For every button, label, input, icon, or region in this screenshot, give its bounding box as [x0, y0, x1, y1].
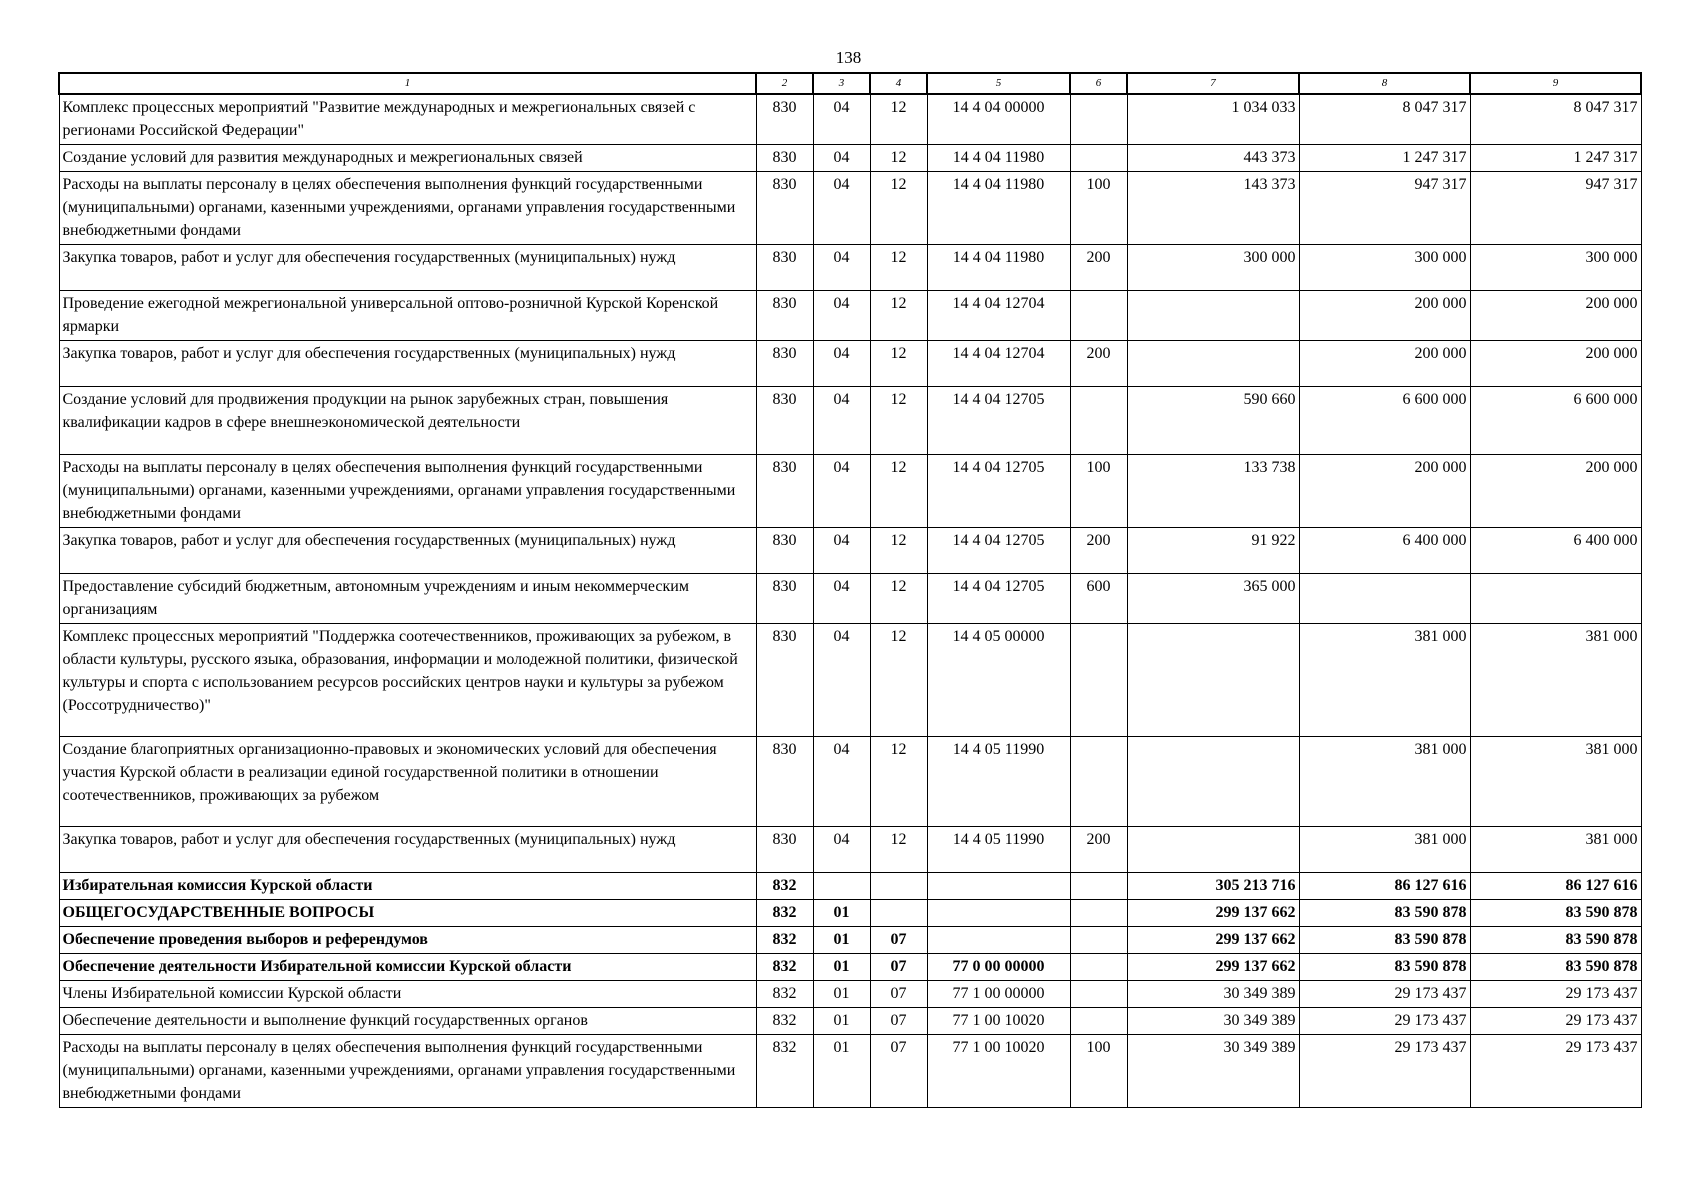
cell-section: 04	[813, 455, 870, 528]
table-row	[59, 94, 1641, 145]
cell-admin-code: 830	[756, 528, 813, 574]
cell-amount-1: 30 349 389	[1127, 1035, 1299, 1108]
column-number: 6	[1070, 73, 1127, 94]
cell-subsection: 07	[870, 1035, 927, 1108]
page-number: 138	[835, 48, 862, 67]
cell-name: Обеспечение деятельности Избирательной комиссии Курской области	[59, 954, 756, 981]
cell-admin-code: 830	[756, 574, 813, 624]
cell-section: 04	[813, 574, 870, 624]
cell-amount-2	[1299, 574, 1470, 624]
table-row	[59, 900, 1641, 927]
table-row	[59, 387, 1641, 455]
cell-subsection: 07	[870, 954, 927, 981]
cell-amount-3: 6 600 000	[1470, 387, 1641, 455]
table-row	[59, 981, 1641, 1008]
cell-amount-1	[1127, 827, 1299, 873]
cell-amount-1	[1127, 291, 1299, 341]
cell-admin-code: 830	[756, 827, 813, 873]
cell-admin-code: 830	[756, 145, 813, 172]
table-row	[59, 873, 1641, 900]
cell-section: 01	[813, 954, 870, 981]
cell-admin-code: 830	[756, 737, 813, 827]
table-row	[59, 341, 1641, 387]
cell-expense-type	[1070, 291, 1127, 341]
cell-expense-type	[1070, 145, 1127, 172]
cell-amount-2: 8 047 317	[1299, 94, 1470, 145]
cell-amount-2: 381 000	[1299, 624, 1470, 737]
cell-subsection: 12	[870, 145, 927, 172]
cell-expense-type	[1070, 94, 1127, 145]
cell-amount-2: 6 400 000	[1299, 528, 1470, 574]
cell-expense-type: 100	[1070, 455, 1127, 528]
cell-admin-code: 832	[756, 1008, 813, 1035]
cell-name: ОБЩЕГОСУДАРСТВЕННЫЕ ВОПРОСЫ	[59, 900, 756, 927]
cell-section: 01	[813, 1008, 870, 1035]
cell-admin-code: 830	[756, 341, 813, 387]
cell-admin-code: 832	[756, 900, 813, 927]
cell-expense-type: 200	[1070, 827, 1127, 873]
cell-subsection	[870, 900, 927, 927]
cell-section: 04	[813, 624, 870, 737]
table-row	[59, 954, 1641, 981]
cell-name: Расходы на выплаты персоналу в целях обеспечения выполнения функций государственными (муниципальными) органами, казенными учреждениями, органами управления государственными внебюджетными фондами	[59, 172, 756, 245]
table-row	[59, 624, 1641, 737]
table-row	[59, 827, 1641, 873]
table-row	[59, 245, 1641, 291]
cell-name: Члены Избирательной комиссии Курской области	[59, 981, 756, 1008]
cell-admin-code: 832	[756, 1035, 813, 1108]
cell-expense-type	[1070, 900, 1127, 927]
cell-expense-type: 100	[1070, 172, 1127, 245]
cell-target-article	[927, 900, 1070, 927]
cell-admin-code: 830	[756, 387, 813, 455]
cell-subsection	[870, 873, 927, 900]
cell-amount-1: 30 349 389	[1127, 981, 1299, 1008]
cell-expense-type: 200	[1070, 341, 1127, 387]
table-row	[59, 172, 1641, 245]
cell-admin-code: 832	[756, 873, 813, 900]
cell-target-article: 14 4 04 11980	[927, 145, 1070, 172]
cell-expense-type: 100	[1070, 1035, 1127, 1108]
cell-target-article	[927, 873, 1070, 900]
cell-subsection: 12	[870, 455, 927, 528]
cell-amount-3: 200 000	[1470, 341, 1641, 387]
cell-amount-3: 381 000	[1470, 624, 1641, 737]
cell-target-article: 14 4 04 11980	[927, 245, 1070, 291]
cell-amount-3: 381 000	[1470, 737, 1641, 827]
cell-amount-2: 1 247 317	[1299, 145, 1470, 172]
cell-amount-3: 83 590 878	[1470, 927, 1641, 954]
cell-name: Закупка товаров, работ и услуг для обеспечения государственных (муниципальных) нужд	[59, 245, 756, 291]
cell-admin-code: 832	[756, 927, 813, 954]
cell-section: 04	[813, 172, 870, 245]
cell-name: Закупка товаров, работ и услуг для обеспечения государственных (муниципальных) нужд	[59, 827, 756, 873]
cell-subsection: 12	[870, 387, 927, 455]
cell-amount-1	[1127, 737, 1299, 827]
cell-amount-3: 86 127 616	[1470, 873, 1641, 900]
budget-table	[58, 72, 1642, 1108]
cell-name: Обеспечение деятельности и выполнение функций государственных органов	[59, 1008, 756, 1035]
cell-target-article: 77 1 00 00000	[927, 981, 1070, 1008]
cell-amount-2: 200 000	[1299, 291, 1470, 341]
cell-admin-code: 830	[756, 455, 813, 528]
cell-amount-1: 30 349 389	[1127, 1008, 1299, 1035]
cell-expense-type: 600	[1070, 574, 1127, 624]
cell-amount-1: 305 213 716	[1127, 873, 1299, 900]
cell-amount-1: 299 137 662	[1127, 900, 1299, 927]
cell-section: 04	[813, 245, 870, 291]
cell-name: Обеспечение проведения выборов и референдумов	[59, 927, 756, 954]
cell-admin-code: 830	[756, 624, 813, 737]
cell-name: Создание условий для продвижения продукции на рынок зарубежных стран, повышения квалификации кадров в сфере внешнеэкономической деятельности	[59, 387, 756, 455]
cell-subsection: 12	[870, 172, 927, 245]
column-number: 8	[1299, 73, 1470, 94]
cell-amount-3: 300 000	[1470, 245, 1641, 291]
cell-target-article: 14 4 04 11980	[927, 172, 1070, 245]
cell-amount-2: 200 000	[1299, 341, 1470, 387]
cell-subsection: 12	[870, 245, 927, 291]
table-row	[59, 737, 1641, 827]
cell-amount-1: 365 000	[1127, 574, 1299, 624]
cell-admin-code: 830	[756, 245, 813, 291]
cell-amount-3: 29 173 437	[1470, 1008, 1641, 1035]
cell-subsection: 07	[870, 1008, 927, 1035]
column-number: 9	[1470, 73, 1641, 94]
cell-section: 04	[813, 341, 870, 387]
cell-subsection: 12	[870, 827, 927, 873]
table-row	[59, 1008, 1641, 1035]
cell-subsection: 12	[870, 624, 927, 737]
cell-expense-type	[1070, 1008, 1127, 1035]
cell-target-article: 14 4 04 12704	[927, 291, 1070, 341]
cell-expense-type	[1070, 873, 1127, 900]
table-row	[59, 455, 1641, 528]
cell-section	[813, 873, 870, 900]
cell-amount-1	[1127, 341, 1299, 387]
cell-amount-2: 83 590 878	[1299, 927, 1470, 954]
cell-expense-type	[1070, 737, 1127, 827]
cell-name: Закупка товаров, работ и услуг для обеспечения государственных (муниципальных) нужд	[59, 528, 756, 574]
cell-target-article: 14 4 05 00000	[927, 624, 1070, 737]
cell-target-article	[927, 927, 1070, 954]
cell-name: Создание благоприятных организационно-правовых и экономических условий для обеспечения участия Курской области в реализации единой государственной политики в отношении соотечественников, проживающих за рубежом	[59, 737, 756, 827]
cell-amount-1: 299 137 662	[1127, 927, 1299, 954]
cell-amount-3	[1470, 574, 1641, 624]
cell-target-article: 14 4 04 00000	[927, 94, 1070, 145]
cell-amount-3: 200 000	[1470, 291, 1641, 341]
cell-subsection: 12	[870, 341, 927, 387]
cell-amount-1: 91 922	[1127, 528, 1299, 574]
cell-subsection: 12	[870, 291, 927, 341]
cell-amount-2: 83 590 878	[1299, 900, 1470, 927]
cell-amount-3: 29 173 437	[1470, 981, 1641, 1008]
cell-amount-2: 83 590 878	[1299, 954, 1470, 981]
cell-subsection: 12	[870, 574, 927, 624]
cell-expense-type: 200	[1070, 528, 1127, 574]
cell-section: 04	[813, 827, 870, 873]
cell-amount-1: 300 000	[1127, 245, 1299, 291]
column-number: 5	[927, 73, 1070, 94]
cell-name: Комплекс процессных мероприятий "Поддержка соотечественников, проживающих за рубежом, в области культуры, русского языка, образования, информации и молодежной политики, физической культуры и спорта с использованием ресурсов российских центров науки и культуры за рубежом (Россотрудничество)"	[59, 624, 756, 737]
cell-target-article: 14 4 05 11990	[927, 827, 1070, 873]
cell-amount-3: 200 000	[1470, 455, 1641, 528]
cell-amount-3: 83 590 878	[1470, 954, 1641, 981]
cell-amount-3: 1 247 317	[1470, 145, 1641, 172]
cell-admin-code: 830	[756, 291, 813, 341]
cell-section: 01	[813, 927, 870, 954]
cell-amount-1: 133 738	[1127, 455, 1299, 528]
cell-subsection: 12	[870, 94, 927, 145]
cell-amount-3: 83 590 878	[1470, 900, 1641, 927]
cell-expense-type	[1070, 954, 1127, 981]
table-row	[59, 574, 1641, 624]
cell-amount-1: 143 373	[1127, 172, 1299, 245]
cell-expense-type: 200	[1070, 245, 1127, 291]
cell-amount-1: 443 373	[1127, 145, 1299, 172]
table-body	[59, 94, 1641, 1108]
table-row	[59, 145, 1641, 172]
cell-amount-1: 299 137 662	[1127, 954, 1299, 981]
cell-section: 04	[813, 94, 870, 145]
cell-amount-2: 6 600 000	[1299, 387, 1470, 455]
cell-amount-2: 29 173 437	[1299, 1035, 1470, 1108]
cell-amount-1: 590 660	[1127, 387, 1299, 455]
cell-amount-1	[1127, 624, 1299, 737]
cell-name: Проведение ежегодной межрегиональной универсальной оптово-розничной Курской Коренской ярмарки	[59, 291, 756, 341]
cell-subsection: 12	[870, 528, 927, 574]
cell-target-article: 14 4 04 12705	[927, 387, 1070, 455]
cell-admin-code: 830	[756, 94, 813, 145]
cell-admin-code: 832	[756, 981, 813, 1008]
cell-name: Избирательная комиссия Курской области	[59, 873, 756, 900]
cell-target-article: 14 4 04 12704	[927, 341, 1070, 387]
cell-target-article: 77 1 00 10020	[927, 1035, 1070, 1108]
cell-amount-3: 381 000	[1470, 827, 1641, 873]
cell-name: Создание условий для развития международных и межрегиональных связей	[59, 145, 756, 172]
table-row	[59, 291, 1641, 341]
table-row	[59, 528, 1641, 574]
cell-subsection: 07	[870, 981, 927, 1008]
cell-admin-code: 832	[756, 954, 813, 981]
cell-amount-2: 29 173 437	[1299, 981, 1470, 1008]
cell-section: 01	[813, 900, 870, 927]
cell-amount-2: 381 000	[1299, 737, 1470, 827]
cell-amount-3: 8 047 317	[1470, 94, 1641, 145]
cell-expense-type	[1070, 927, 1127, 954]
cell-target-article: 14 4 04 12705	[927, 455, 1070, 528]
cell-amount-2: 947 317	[1299, 172, 1470, 245]
cell-section: 04	[813, 387, 870, 455]
table-row	[59, 1035, 1641, 1108]
cell-target-article: 14 4 05 11990	[927, 737, 1070, 827]
cell-target-article: 14 4 04 12705	[927, 528, 1070, 574]
cell-subsection: 12	[870, 737, 927, 827]
cell-name: Закупка товаров, работ и услуг для обеспечения государственных (муниципальных) нужд	[59, 341, 756, 387]
cell-amount-2: 381 000	[1299, 827, 1470, 873]
cell-admin-code: 830	[756, 172, 813, 245]
cell-amount-2: 86 127 616	[1299, 873, 1470, 900]
cell-section: 01	[813, 1035, 870, 1108]
column-number: 7	[1127, 73, 1299, 94]
cell-amount-2: 200 000	[1299, 455, 1470, 528]
cell-target-article: 77 1 00 10020	[927, 1008, 1070, 1035]
cell-section: 01	[813, 981, 870, 1008]
cell-amount-3: 29 173 437	[1470, 1035, 1641, 1108]
cell-section: 04	[813, 737, 870, 827]
cell-amount-2: 300 000	[1299, 245, 1470, 291]
cell-expense-type	[1070, 624, 1127, 737]
cell-expense-type	[1070, 981, 1127, 1008]
column-number-row	[59, 73, 1641, 94]
cell-name: Расходы на выплаты персоналу в целях обеспечения выполнения функций государственными (муниципальными) органами, казенными учреждениями, органами управления государственными внебюджетными фондами	[59, 455, 756, 528]
column-number: 2	[756, 73, 813, 94]
column-number: 4	[870, 73, 927, 94]
table-row	[59, 927, 1641, 954]
cell-name: Комплекс процессных мероприятий "Развитие международных и межрегиональных связей с регионами Российской Федерации"	[59, 94, 756, 145]
cell-target-article: 14 4 04 12705	[927, 574, 1070, 624]
cell-amount-1: 1 034 033	[1127, 94, 1299, 145]
cell-section: 04	[813, 145, 870, 172]
cell-amount-3: 6 400 000	[1470, 528, 1641, 574]
cell-subsection: 07	[870, 927, 927, 954]
cell-amount-3: 947 317	[1470, 172, 1641, 245]
cell-amount-2: 29 173 437	[1299, 1008, 1470, 1035]
cell-section: 04	[813, 291, 870, 341]
cell-name: Расходы на выплаты персоналу в целях обеспечения выполнения функций государственными (муниципальными) органами, казенными учреждениями, органами управления государственными внебюджетными фондами	[59, 1035, 756, 1108]
column-number: 1	[59, 73, 756, 94]
cell-section: 04	[813, 528, 870, 574]
cell-expense-type	[1070, 387, 1127, 455]
column-number: 3	[813, 73, 870, 94]
cell-name: Предоставление субсидий бюджетным, автономным учреждениям и иным некоммерческим организациям	[59, 574, 756, 624]
table-header	[59, 73, 1641, 94]
cell-target-article: 77 0 00 00000	[927, 954, 1070, 981]
